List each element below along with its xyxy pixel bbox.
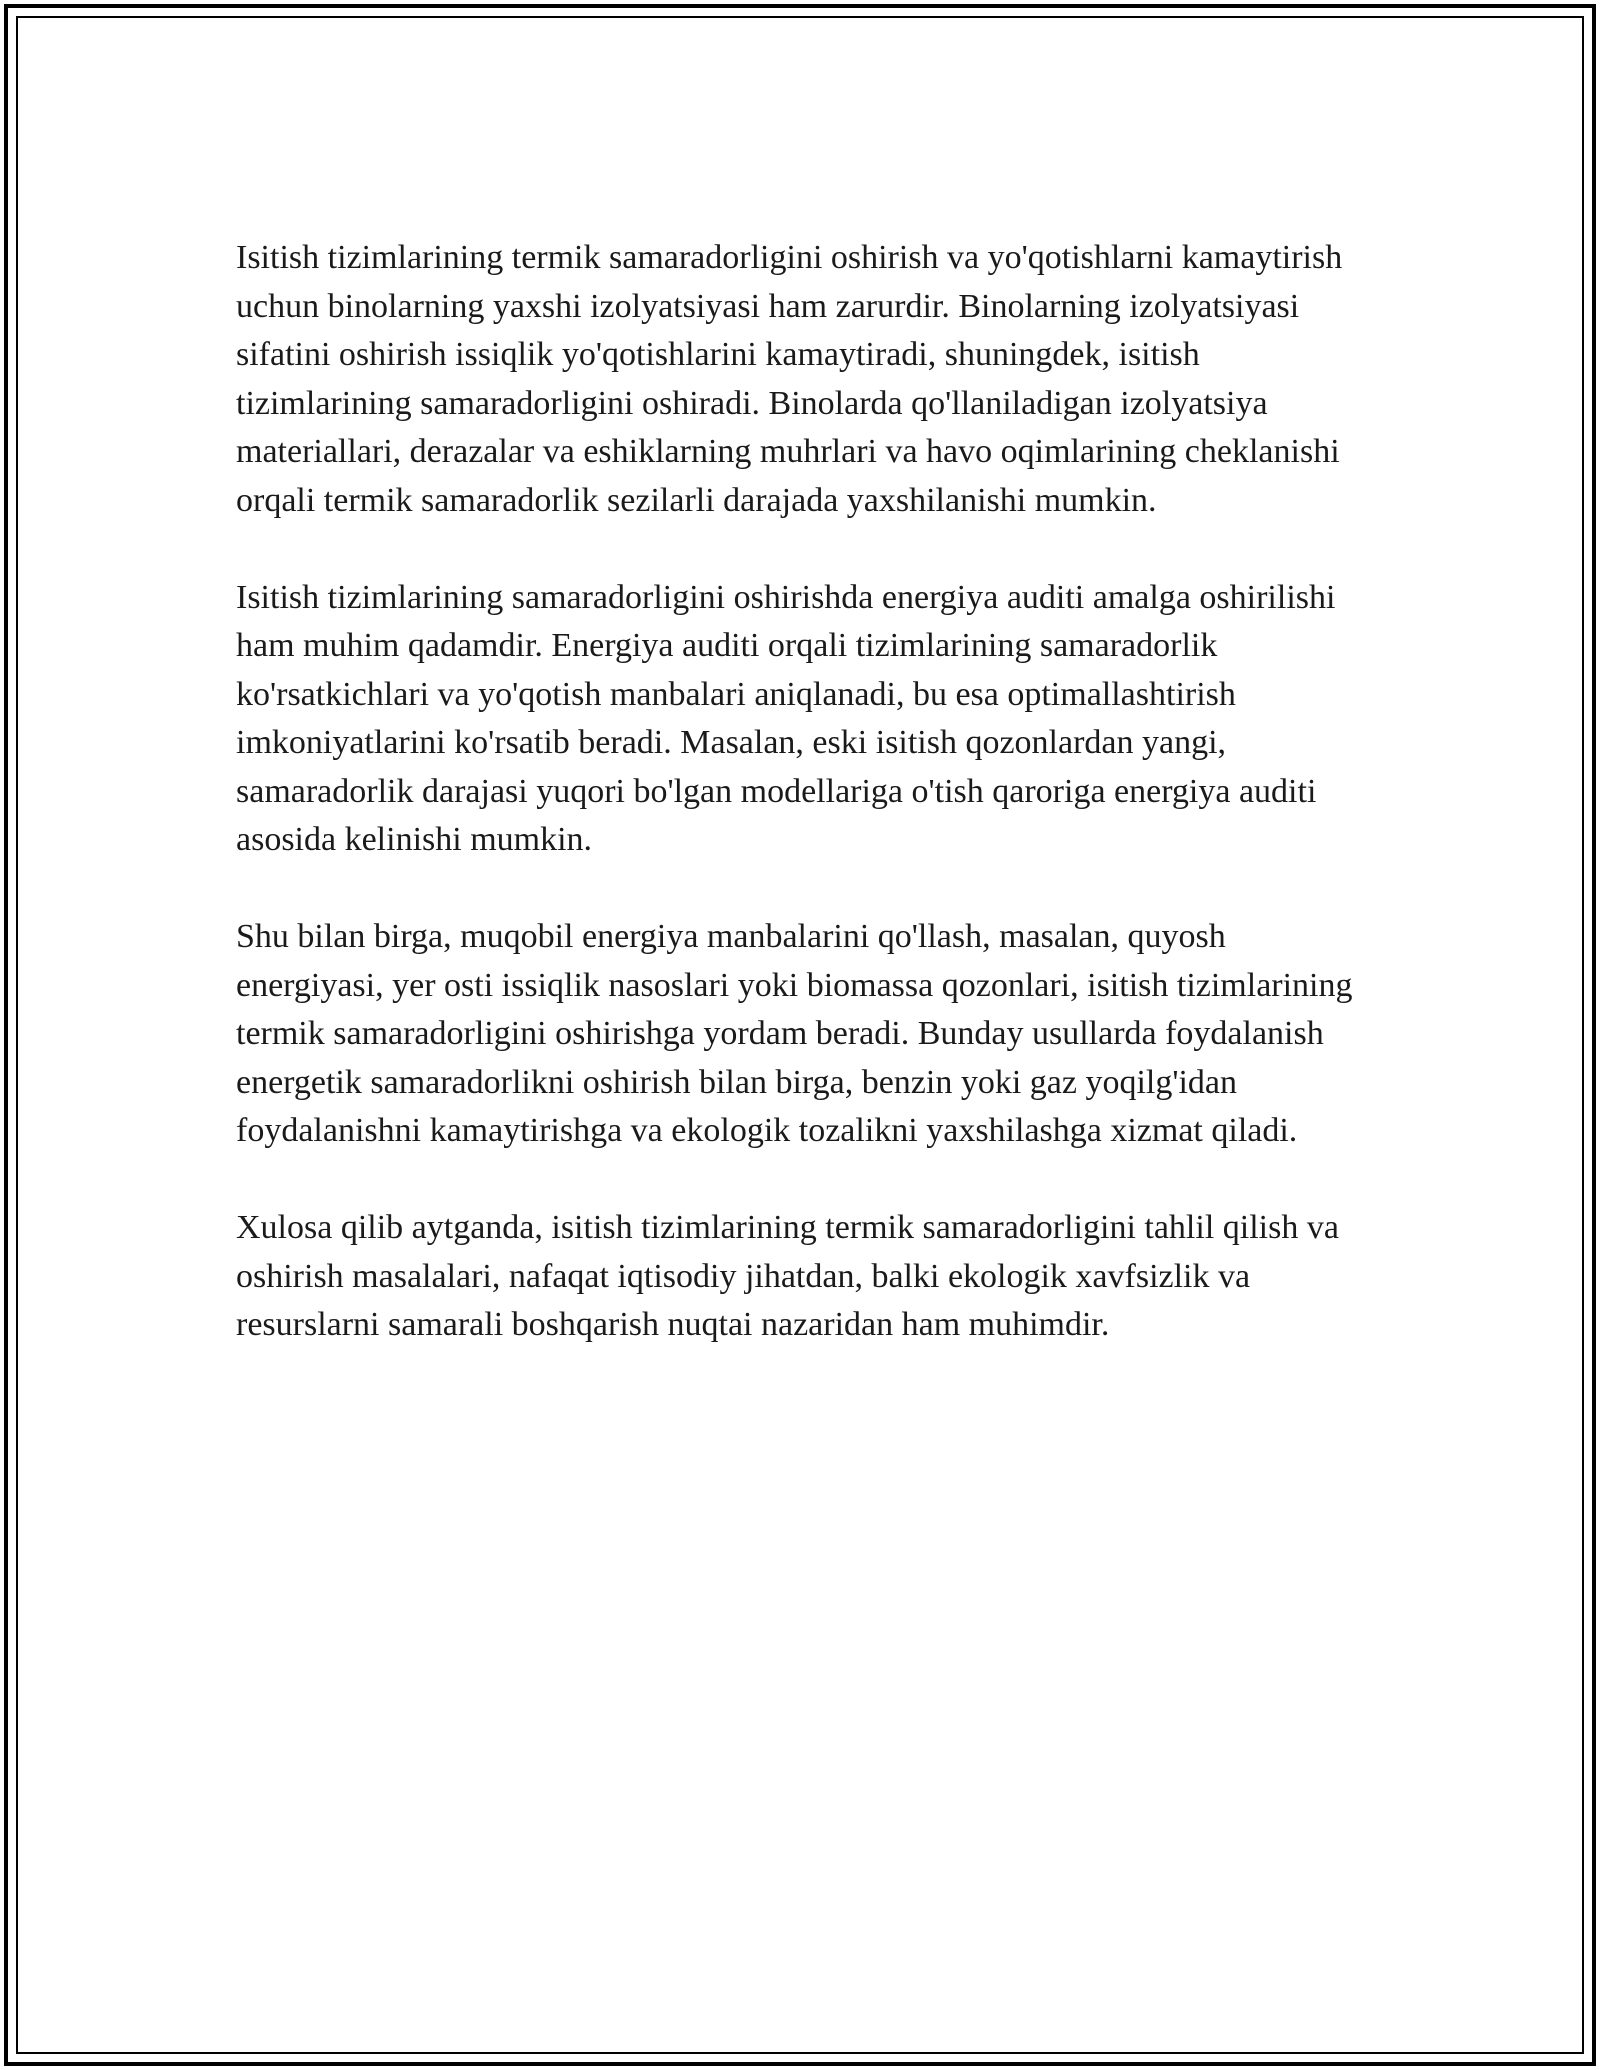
paragraph-alternative-energy: Shu bilan birga, muqobil energiya manbalarini qo'llash, masalan, quyosh energiyasi, yer osti issiqlik nasoslari yoki biomassa qozonlari, isitish tizimlarining termik samaradorligini oshirishga yordam beradi. Bunday usullarda foydalanish energetik samaradorlikni oshirish bilan birga, benzin yoki gaz yoqilg'idan foydalanishni kamaytirishga va ekologik tozalikni yaxshilashga xizmat qiladi. — [236, 918, 1353, 1149]
paragraph-conclusion: Xulosa qilib aytganda, isitish tizimlarining termik samaradorligini tahlil qilish va oshirish masalalari, nafaqat iqtisodiy jihatdan, balki ekologik xavfsizlik va resurslarni samarali boshqarish nuqtai nazaridan ham muhimdir. — [236, 1209, 1339, 1343]
paragraph-insulation: Isitish tizimlarining termik samaradorligini oshirish va yo'qotishlarni kamaytirish uchun binolarning yaxshi izolyatsiyasi ham zarurdir. Binolarning izolyatsiyasi sifatini oshirish issiqlik yo'qotishlarini kamaytiradi, shuningdek, isitish tizimlarining samaradorligini oshiradi. Binolarda qo'llaniladigan izolyatsiya materiallari, derazalar va eshiklarning muhrlari va havo oqimlarining cheklanishi orqali termik samaradorlik sezilarli darajada yaxshilanishi mumkin. — [236, 239, 1343, 519]
paragraph-energy-audit: Isitish tizimlarining samaradorligini oshirishda energiya auditi amalga oshirilishi ham muhim qadamdir. Energiya auditi orqali tizimlarining samaradorlik ko'rsatkichlari va yo'qotish manbalari aniqlanadi, bu esa optimallashtirish imkoniyatlarini ko'rsatib beradi. Masalan, eski isitish qozonlardan yangi, samaradorlik darajasi yuqori bo'lgan modellariga o'tish qaroriga energiya auditi asosida kelinishi mumkin. — [236, 578, 1336, 858]
document-body — [236, 234, 1356, 1398]
